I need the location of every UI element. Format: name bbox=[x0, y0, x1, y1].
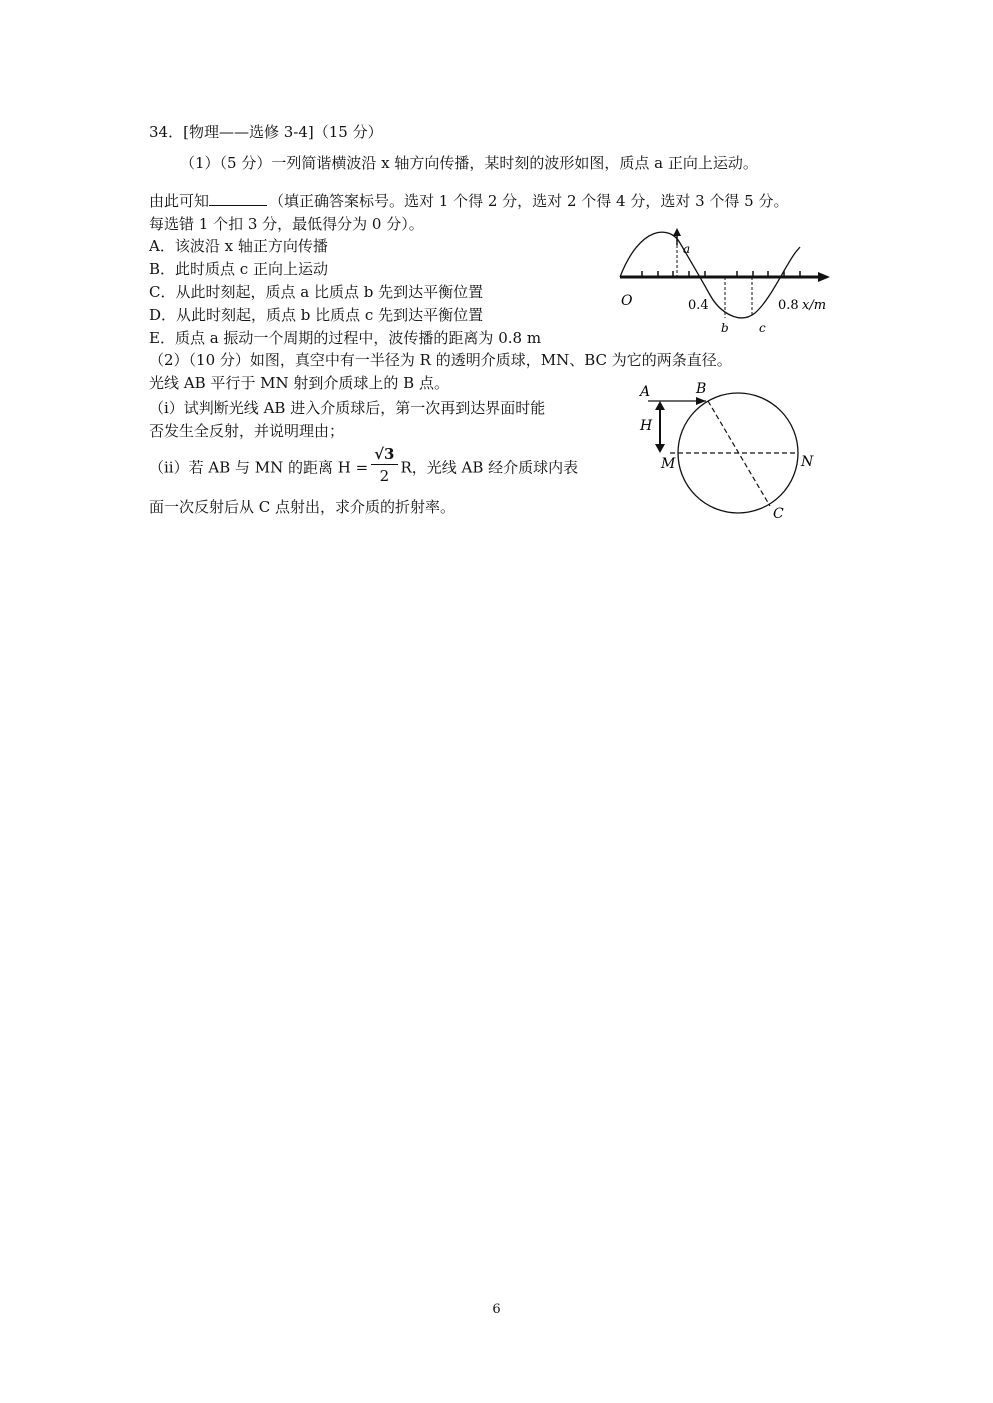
label-tick-04: 0.4 bbox=[688, 298, 709, 313]
prompt-before: 由此可知 bbox=[149, 192, 210, 210]
page-number: 6 bbox=[492, 1302, 501, 1317]
prompt-after: （填正确答案标号。选对 1 个得 2 分，选对 2 个得 4 分，选对 3 个得 5 分。 bbox=[269, 192, 789, 210]
h-arrow-up-icon bbox=[655, 401, 665, 410]
label-axis-unit: x/m bbox=[802, 298, 827, 313]
label-C: C bbox=[773, 506, 784, 520]
up-arrow-icon bbox=[673, 228, 681, 236]
fraction-root3-over-2 bbox=[371, 444, 397, 487]
fraction-denominator: 2 bbox=[379, 467, 390, 485]
part1-prompt bbox=[149, 191, 789, 211]
fraction-numerator: √3 bbox=[371, 444, 397, 465]
option-b: B．此时质点 c 正向上运动 bbox=[149, 260, 328, 278]
sub2-before: （ii）若 AB 与 MN 的距离 H = bbox=[149, 458, 369, 477]
part1-scoring: 每选错 1 个扣 3 分，最低得分为 0 分）。 bbox=[149, 215, 424, 233]
label-A: A bbox=[640, 384, 651, 400]
sphere-figure bbox=[630, 378, 830, 520]
label-b: b bbox=[721, 321, 729, 335]
sub2-after: R，光线 AB 经介质球内表 bbox=[400, 458, 579, 477]
part1-intro: （1）（5 分）一列简谐横波沿 x 轴方向传播，某时刻的波形如图，质点 a 正向上运动。 bbox=[180, 154, 758, 172]
sub2-line2: 面一次反射后从 C 点射出，求介质的折射率。 bbox=[149, 498, 456, 516]
answer-blank bbox=[209, 191, 267, 206]
label-c: c bbox=[759, 321, 766, 335]
wave-curve bbox=[620, 232, 800, 318]
label-M: M bbox=[661, 456, 676, 472]
label-H: H bbox=[640, 418, 653, 434]
option-a: A．该波沿 x 轴正方向传播 bbox=[149, 237, 328, 255]
option-c: C．从此时刻起，质点 a 比质点 b 先到达平衡位置 bbox=[149, 283, 484, 301]
sub1-line2: 否发生全反射，并说明理由； bbox=[149, 422, 345, 440]
label-a: a bbox=[683, 242, 691, 256]
x-axis-arrow-icon bbox=[818, 272, 830, 282]
label-B: B bbox=[696, 381, 707, 397]
h-arrow-down-icon bbox=[655, 444, 665, 453]
label-origin: O bbox=[621, 293, 633, 309]
option-e: E．质点 a 振动一个周期的过程中，波传播的距离为 0.8 m bbox=[149, 329, 542, 347]
part2-intro-cont: 光线 AB 平行于 MN 射到介质球上的 B 点。 bbox=[149, 374, 449, 392]
label-tick-08: 0.8 bbox=[778, 298, 799, 313]
part2-intro: （2）（10 分）如图，真空中有一半径为 R 的透明介质球，MN、BC 为它的两条直径。 bbox=[149, 351, 732, 369]
wave-figure bbox=[615, 225, 840, 340]
label-N: N bbox=[801, 454, 814, 470]
sub1-line1: （i）试判断光线 AB 进入介质球后，第一次再到达界面时能 bbox=[149, 399, 546, 417]
question-header: 34．[物理——选修 3-4]（15 分） bbox=[149, 123, 383, 141]
option-d: D．从此时刻起，质点 b 比质点 c 先到达平衡位置 bbox=[149, 306, 484, 324]
sub2-line1 bbox=[149, 446, 578, 489]
